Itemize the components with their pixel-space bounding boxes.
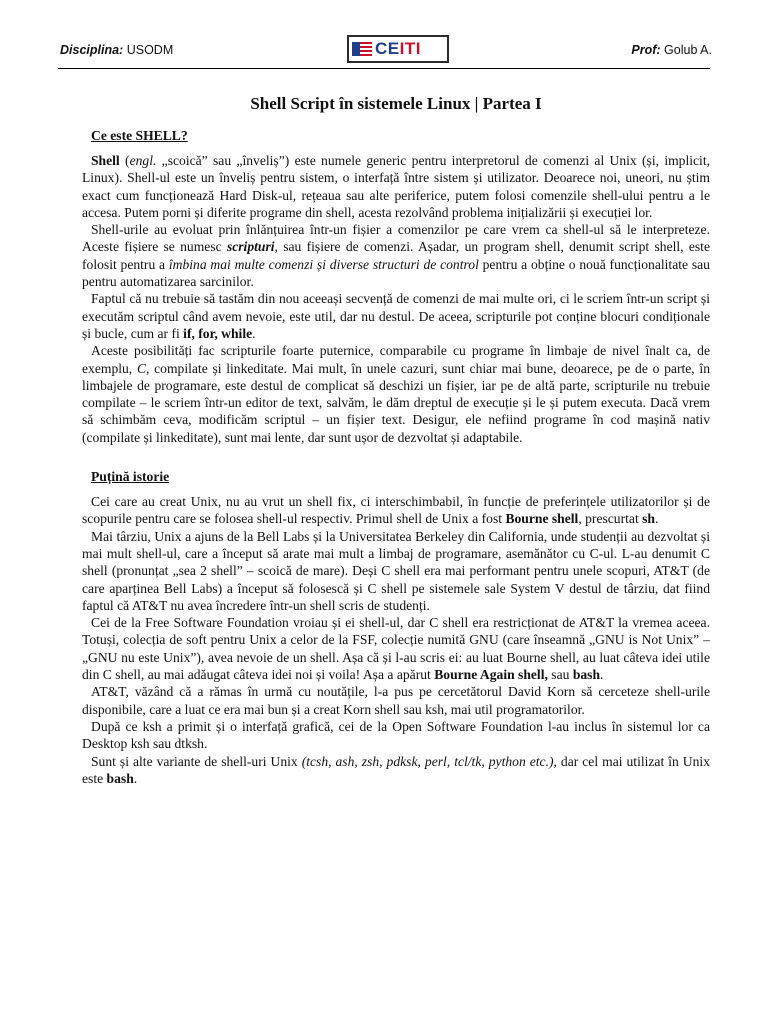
- document-sections: [82, 127, 710, 787]
- ceiti-logo: [347, 35, 449, 63]
- flag-icon: [352, 42, 372, 56]
- paragraph: Aceste posibilități fac scripturile foarte puternice, comparabile cu programe în limbaje de nivel înalt ca, de exemplu, C, compilate și linkeditate. Mai mult, în unele cazuri, sunt chiar mai bune, deoarece, pe de o parte, în limbajele de programare, este destul de complicat să deschizi un fișier, iar pe de altă parte, scripturile nu trebuie compilate – le scriem într-un editor de text, salvăm, le dăm dreptul de execuție și le și putem executa. Dacă vrem să schimbăm ceva, modificăm scriptul – un fișier text. Desigur, ele nefiind programe în cod mașină nativ (compilate și linkeditate), sunt mai lente, dar sunt ușor de dezvoltat și adaptabile.: [82, 343, 710, 445]
- paragraph: AT&T, văzând că a rămas în urmă cu noutățile, l-a pus pe cercetătorul David Korn să cerceteze shell-urile disponibile, care a luat ce era mai bun și a creat Korn shell sau ksh, mai util programatorilor.: [82, 684, 710, 717]
- paragraph: Shell-urile au evoluat prin înlănțuirea într-un fișier a comenzilor pe care vrem ca shell-ul să le interpreteze. Aceste fișiere se numesc scripturi, sau fișiere de comenzi. Așadar, un program shell, denumit script shell, este folosit pentru a îmbina mai multe comenzi și diverse structuri de control pentru a obține o nouă funcționalitate sau pentru automatizarea sarcinilor.: [82, 222, 710, 290]
- paragraph: Cei care au creat Unix, nu au vrut un shell fix, ci interschimbabil, în funcție de preferințele utilizatorilor și de scopurile pentru care se folosea shell-ul respectiv. Primul shell de Unix a fost Bourne shell, prescurtat sh.: [82, 494, 710, 527]
- section-heading: Ce este SHELL?: [91, 128, 188, 143]
- section-heading: Puțină istorie: [91, 469, 170, 485]
- paragraph: Mai târziu, Unix a ajuns de la Bell Labs și la Universitatea Berkeley din California, unde studenții au dezvoltat și mai mult shell-ul, care a început să arate mai mult a limbaj de programare, asemănător cu C-ul. L-au denumit C shell (pronunțat „sea 2 shell” – scoică de mare). Deși C shell era mai performant pentru unele scopuri, AT&T (de care aparținea Bell Labs) a început să folosescă și C shell pe sistemele sale System V destul de târziu, dat fiind faptul că AT&T nu avea încredere într-un shell scris de studenți.: [82, 528, 710, 613]
- header-divider: [58, 68, 710, 69]
- header-discipline: [60, 43, 173, 57]
- paragraph: Faptul că nu trebuie să tastăm din nou aceeași secvență de comenzi de mai multe ori, ci le scriem într-un script și executăm scriptul când avem nevoie, este util, dar nu destul. De aceea, scripturile pot conține blocuri condiționale și bucle, cum ar fi if, for, while.: [82, 291, 710, 341]
- paragraph: Cei de la Free Software Foundation vroiau și ei shell-ul, dar C shell era restricționat de AT&T la vremea aceea. Totuși, colecția de soft pentru Unix a celor de la FSF, colecție numită GNU (care înseamnă „GNU is Not Unix” – „GNU nu este Unix”), avea nevoie de un shell. Așa că și l-au scris ei: au luat Bourne shell, au luat câteva idei utile din C shell, au mai adăugat câteva idei noi și voila! Așa a apărut Bourne Again shell, sau bash.: [82, 615, 710, 683]
- paragraph: După ce ksh a primit și o interfață grafică, cei de la Open Software Foundation l-au inclus în sistemul lor ca Desktop ksh sau dtksh.: [82, 718, 710, 752]
- header-professor: [631, 43, 712, 57]
- paragraph: Sunt și alte variante de shell-uri Unix (tcsh, ash, zsh, pdksk, perl, tcl/tk, python etc.), dar cel mai utilizat în Unix este bash.: [82, 753, 710, 786]
- document-title: Shell Script în sistemele Linux | Partea I: [250, 94, 542, 113]
- prof-label: Prof:: [631, 43, 661, 57]
- prof-value: Golub A.: [664, 43, 712, 57]
- discipline-value: USODM: [126, 43, 174, 57]
- logo-text: CEITI: [375, 39, 421, 58]
- paragraph: Shell (engl. „scoică” sau „înveliș”) este numele generic pentru interpretorul de comenzi al Unix (și, implicit, Linux). Shell-ul este un înveliș pentru sistem, o interfață între sistem și utilizator. Deoarece noi, uneori, nu știm exact cum funcționează Hard Disk-ul, rețeaua sau alte periferice, putem folosi comenzile shell-ului pentru a le accesa. Putem porni și diferite programe din shell, acesta rezolvând problema inițializării și execuției lor.: [82, 153, 710, 220]
- discipline-label: Disciplina:: [60, 43, 124, 57]
- document-body: [82, 94, 710, 787]
